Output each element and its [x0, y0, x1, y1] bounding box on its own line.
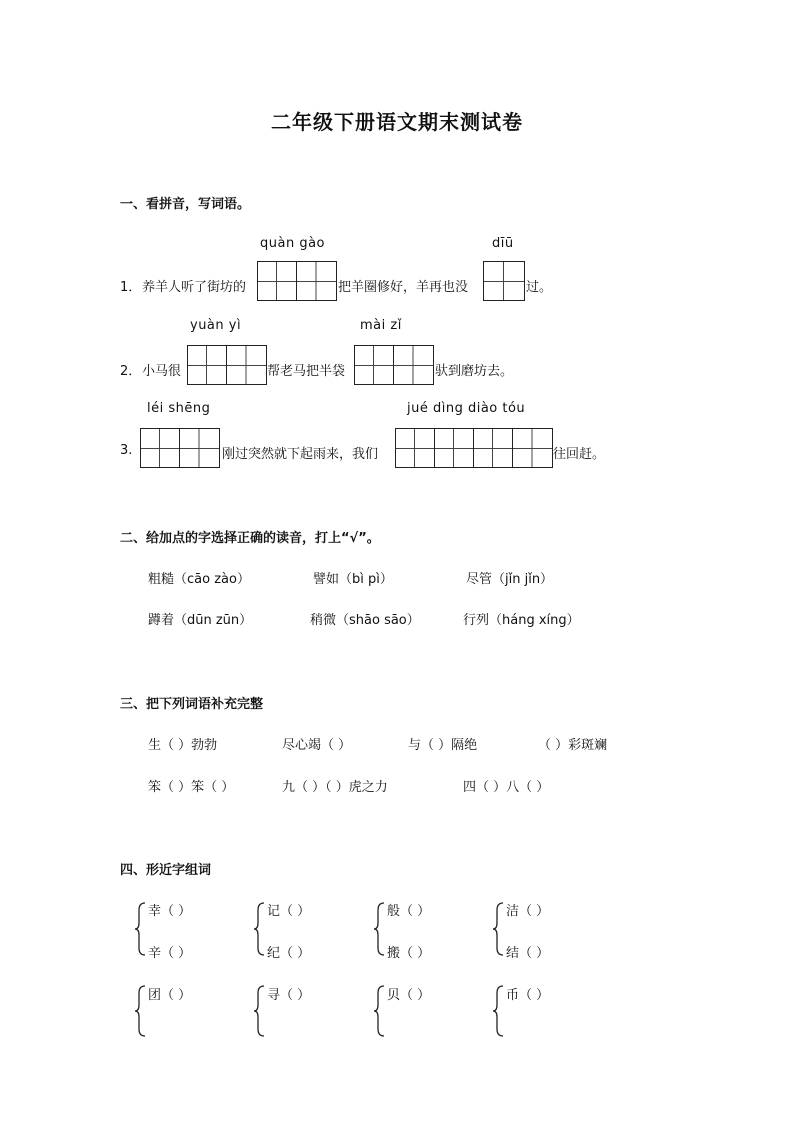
answer-box-yuan-yi[interactable] — [187, 345, 267, 385]
q2-text-pre: 小马很 — [142, 364, 182, 379]
pinyin-lei-sheng: léi shēng — [147, 401, 211, 416]
reading-item-hanglie[interactable]: 行列（háng xíng） — [463, 613, 580, 628]
pinyin-jue-ding-diao-tou: jué dìng diào tóu — [407, 401, 526, 416]
char-word-xin[interactable]: 辛（ ） — [148, 946, 192, 961]
pinyin-diu: dīū — [492, 236, 514, 251]
brace-icon — [134, 985, 146, 1037]
char-word-tuan[interactable]: 团（ ） — [148, 988, 192, 1003]
char-word-ji-discipline[interactable]: 纪（ ） — [267, 946, 311, 961]
idiom-cai-ban-lan[interactable]: （ ）彩斑斓 — [538, 738, 608, 753]
idiom-si-ba[interactable]: 四（ ）八（ ） — [463, 780, 550, 795]
char-word-xun[interactable]: 寻（ ） — [267, 988, 311, 1003]
brace-icon — [134, 902, 146, 956]
idiom-ben-ben[interactable]: 笨（ ）笨（ ） — [148, 780, 235, 795]
char-word-ban-kind[interactable]: 般（ ） — [387, 904, 431, 919]
q2-text-post: 驮到磨坊去。 — [435, 364, 514, 379]
section-3-heading: 三、把下列词语补充完整 — [120, 697, 264, 712]
brace-icon — [492, 985, 504, 1037]
char-word-ji-record[interactable]: 记（ ） — [267, 904, 311, 919]
brace-icon — [253, 985, 265, 1037]
section-4-heading: 四、形近字组词 — [120, 863, 212, 878]
q1-text-mid: 把羊圈修好，羊再也没 — [338, 280, 469, 295]
section-2-heading: 二、给加点的字选择正确的读音，打上“√”。 — [120, 531, 380, 546]
reading-item-dunzhe[interactable]: 蹲着（dūn zūn） — [148, 613, 253, 628]
idiom-sheng-bo-bo[interactable]: 生（ ）勃勃 — [148, 738, 218, 753]
answer-box-jue-ding-diao-tou[interactable] — [395, 428, 553, 468]
char-word-jie-knot[interactable]: 结（ ） — [506, 946, 550, 961]
q2-number: 2． — [120, 364, 142, 379]
idiom-jin-xin-jie[interactable]: 尽心竭（ ） — [282, 738, 352, 753]
answer-box-quan-gao[interactable] — [257, 261, 337, 301]
pinyin-yuan-yi: yuàn yì — [190, 318, 242, 333]
brace-icon — [253, 902, 265, 956]
q3-number: 3. — [120, 443, 133, 458]
pinyin-mai-zi: mài zǐ — [360, 318, 402, 333]
q1-number: 1． — [120, 280, 142, 295]
brace-icon — [373, 985, 385, 1037]
brace-icon — [373, 902, 385, 956]
reading-item-piru[interactable]: 譬如（bì pì） — [313, 572, 393, 587]
char-word-bi[interactable]: 币（ ） — [506, 988, 550, 1003]
answer-box-diu[interactable] — [483, 261, 525, 301]
q3-text-mid: 刚过突然就下起雨来，我们 — [222, 447, 379, 462]
q3-text-post: 往回赶。 — [553, 447, 606, 462]
q1-text-post: 过。 — [526, 280, 553, 295]
answer-box-mai-zi[interactable] — [354, 345, 434, 385]
char-word-xing[interactable]: 幸（ ） — [148, 904, 192, 919]
q2-text-mid: 帮老马把半袋 — [267, 364, 346, 379]
char-word-bei[interactable]: 贝（ ） — [387, 988, 431, 1003]
brace-icon — [492, 902, 504, 956]
reading-item-shaowei[interactable]: 稍微（shāo sāo） — [310, 613, 420, 628]
idiom-yu-ge-jue[interactable]: 与（ ）隔绝 — [408, 738, 478, 753]
reading-item-cucao[interactable]: 粗糙（cāo zào） — [148, 572, 250, 587]
q1-text-pre: 养羊人听了街坊的 — [142, 280, 247, 295]
char-word-ban-move[interactable]: 搬（ ） — [387, 946, 431, 961]
pinyin-quan-gao: quàn gào — [260, 236, 326, 251]
reading-item-jinguan[interactable]: 尽管（jǐn jǐn） — [466, 572, 554, 587]
idiom-jiu-hu-zhi-li[interactable]: 九（ ）（ ）虎之力 — [282, 780, 388, 795]
page-title: 二年级下册语文期末测试卷 — [271, 110, 523, 134]
char-word-jie-clean[interactable]: 洁（ ） — [506, 904, 550, 919]
section-1-heading: 一、看拼音，写词语。 — [120, 197, 251, 212]
answer-box-lei-sheng[interactable] — [140, 428, 220, 468]
